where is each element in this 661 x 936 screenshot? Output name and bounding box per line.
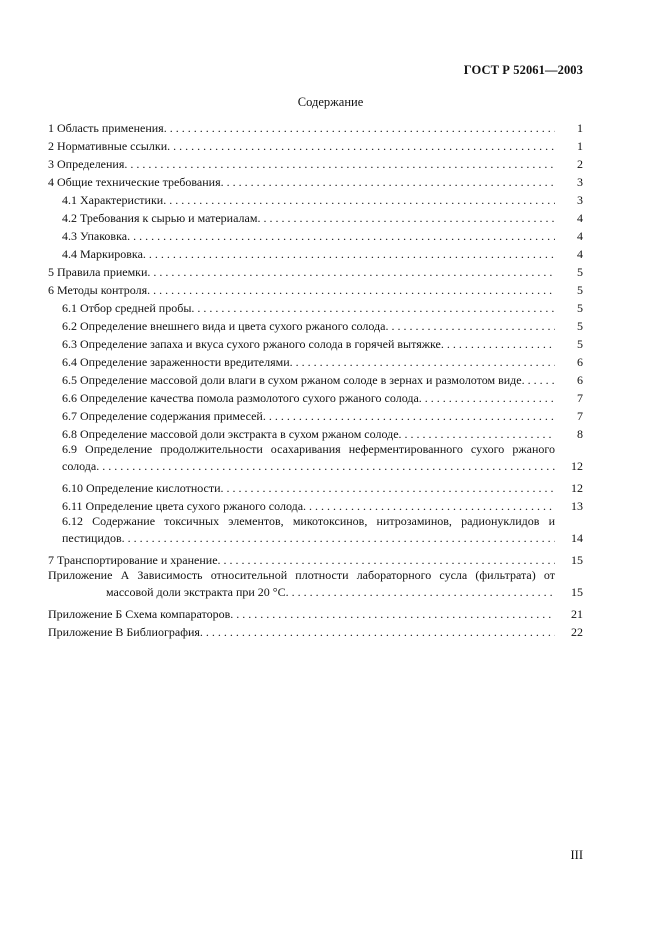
toc-entry-appendix-c[interactable] bbox=[48, 622, 583, 640]
toc-entry-6-12[interactable] bbox=[48, 514, 583, 550]
toc-entry-6-7[interactable] bbox=[48, 406, 583, 424]
toc-entry-page: 8 bbox=[577, 427, 583, 441]
toc-entry-page: 5 bbox=[577, 319, 583, 333]
toc-entry-text: 4.2 Требования к сырью и материалам bbox=[62, 211, 258, 225]
toc-entry-text: Приложение Б Схема компараторов bbox=[48, 607, 231, 621]
document-code: ГОСТ Р 52061—2003 bbox=[463, 63, 583, 77]
leader-dots bbox=[124, 157, 555, 172]
toc-entry-5[interactable] bbox=[48, 262, 583, 280]
page-number: III bbox=[570, 848, 583, 862]
leader-dots bbox=[263, 409, 555, 424]
toc-entry-text: 4 Общие технические требования bbox=[48, 175, 221, 189]
toc-entry-4-3[interactable] bbox=[48, 226, 583, 244]
toc-entry-4-2[interactable] bbox=[48, 208, 583, 226]
toc-entry-6-4[interactable] bbox=[48, 352, 583, 370]
leader-dots bbox=[221, 175, 555, 190]
toc-entry-text-line2: массовой доли экстракта при 20 °С bbox=[106, 585, 286, 599]
toc-entry-page: 5 bbox=[577, 265, 583, 279]
leader-dots bbox=[147, 265, 555, 280]
leader-dots bbox=[290, 355, 555, 370]
toc-entry-page: 15 bbox=[571, 585, 583, 599]
toc-entry-text: 1 Область применения bbox=[48, 121, 164, 135]
toc-entry-4-4[interactable] bbox=[48, 244, 583, 262]
toc-entry-page: 21 bbox=[571, 607, 583, 621]
leader-dots bbox=[399, 427, 555, 442]
toc-entry-6-1[interactable] bbox=[48, 298, 583, 316]
toc-entry-page: 15 bbox=[571, 553, 583, 567]
toc-entry-text: 3 Определения bbox=[48, 157, 125, 171]
toc-entry-page: 5 bbox=[577, 337, 583, 351]
toc-entry-text: 4.1 Характеристики bbox=[62, 193, 164, 207]
toc-entry-6-3[interactable] bbox=[48, 334, 583, 352]
toc-entry-text-line1: 6.12 Содержание токсичных элементов, микотоксинов, нитрозаминов, радионуклидов и bbox=[62, 514, 555, 528]
toc-entry-page: 4 bbox=[577, 211, 583, 225]
leader-dots bbox=[200, 625, 555, 640]
toc-entry-page: 7 bbox=[577, 409, 583, 423]
toc-entry-6-10[interactable] bbox=[48, 478, 583, 496]
leader-dots bbox=[147, 283, 555, 298]
leader-dots bbox=[257, 211, 555, 226]
leader-dots bbox=[218, 553, 555, 568]
leader-dots bbox=[96, 459, 555, 474]
toc-entry-3[interactable] bbox=[48, 154, 583, 172]
leader-dots bbox=[221, 481, 555, 496]
toc-entry-7[interactable] bbox=[48, 550, 583, 568]
toc-entry-6-2[interactable] bbox=[48, 316, 583, 334]
toc-entry-6[interactable] bbox=[48, 280, 583, 298]
toc-entry-page: 7 bbox=[577, 391, 583, 405]
leader-dots bbox=[122, 531, 555, 546]
toc-entry-page: 5 bbox=[577, 301, 583, 315]
leader-dots bbox=[419, 391, 555, 406]
toc-entry-text-line1: 6.9 Определение продолжительности осахаривания неферментированного сухого ржаного bbox=[62, 442, 555, 456]
toc-entry-text: 6.2 Определение внешнего вида и цвета сухого ржаного солода bbox=[62, 319, 386, 333]
toc-entry-page: 1 bbox=[577, 121, 583, 135]
toc-entry-page: 14 bbox=[571, 531, 583, 545]
toc-entry-text: 6.6 Определение качества помола размолотого сухого ржаного солода bbox=[62, 391, 419, 405]
toc-entry-text-line1: Приложение А Зависимость относительной плотности лабораторного сусла (фильтрата) от bbox=[48, 568, 555, 582]
toc-entry-page: 6 bbox=[577, 355, 583, 369]
toc-entry-page: 22 bbox=[571, 625, 583, 639]
toc-entry-text: 6.5 Определение массовой доли влаги в сухом ржаном солоде в зернах и размолотом виде bbox=[62, 373, 522, 387]
toc-entry-text: 6.1 Отбор средней пробы bbox=[62, 301, 192, 315]
toc-entry-text: 5 Правила приемки bbox=[48, 265, 148, 279]
toc-entry-appendix-b[interactable] bbox=[48, 604, 583, 622]
toc-entry-page: 13 bbox=[571, 499, 583, 513]
toc-entry-6-9[interactable] bbox=[48, 442, 583, 478]
toc-entry-text: 6.7 Определение содержания примесей bbox=[62, 409, 263, 423]
toc-entry-text: 7 Транспортирование и хранение bbox=[48, 553, 218, 567]
toc-entry-page: 3 bbox=[577, 193, 583, 207]
toc-entry-4[interactable] bbox=[48, 172, 583, 190]
toc-entry-text: 6.4 Определение зараженности вредителями bbox=[62, 355, 290, 369]
toc-entry-text: 6.8 Определение массовой доли экстракта в сухом ржаном солоде bbox=[62, 427, 399, 441]
toc-entry-page: 6 bbox=[577, 373, 583, 387]
toc-entry-6-11[interactable] bbox=[48, 496, 583, 514]
leader-dots bbox=[522, 373, 555, 388]
leader-dots bbox=[143, 247, 555, 262]
toc-entry-page: 5 bbox=[577, 283, 583, 297]
toc-entry-text-line2: солода bbox=[62, 459, 97, 473]
toc-entry-1[interactable] bbox=[48, 118, 583, 136]
toc-entry-appendix-a[interactable] bbox=[48, 568, 583, 604]
leader-dots bbox=[286, 585, 555, 600]
toc-entry-text: 6.3 Определение запаха и вкуса сухого ржаного солода в горячей вытяжке bbox=[62, 337, 441, 351]
toc-entry-page: 12 bbox=[571, 459, 583, 473]
table-of-contents bbox=[48, 118, 583, 640]
toc-title: Содержание bbox=[297, 95, 364, 109]
toc-entry-2[interactable] bbox=[48, 136, 583, 154]
toc-entry-page: 12 bbox=[571, 481, 583, 495]
toc-entry-text: 6 Методы контроля bbox=[48, 283, 148, 297]
leader-dots bbox=[385, 319, 555, 334]
toc-entry-6-8[interactable] bbox=[48, 424, 583, 442]
leader-dots bbox=[230, 607, 555, 622]
toc-entry-text: Приложение В Библиография bbox=[48, 625, 200, 639]
toc-entry-page: 2 bbox=[577, 157, 583, 171]
toc-entry-4-1[interactable] bbox=[48, 190, 583, 208]
toc-entry-page: 4 bbox=[577, 247, 583, 261]
leader-dots bbox=[127, 229, 555, 244]
toc-entry-text: 4.3 Упаковка bbox=[62, 229, 128, 243]
toc-entry-text: 6.10 Определение кислотности bbox=[62, 481, 221, 495]
toc-entry-text: 4.4 Маркировка bbox=[62, 247, 143, 261]
toc-entry-page: 1 bbox=[577, 139, 583, 153]
toc-entry-text-line2: пестицидов bbox=[62, 531, 122, 545]
leader-dots bbox=[167, 139, 555, 154]
toc-entry-6-6[interactable] bbox=[48, 388, 583, 406]
leader-dots bbox=[163, 193, 555, 208]
leader-dots bbox=[191, 301, 555, 316]
leader-dots bbox=[303, 499, 555, 514]
toc-entry-page: 3 bbox=[577, 175, 583, 189]
leader-dots bbox=[164, 121, 555, 136]
toc-entry-text: 2 Нормативные ссылки bbox=[48, 139, 168, 153]
toc-entry-page: 4 bbox=[577, 229, 583, 243]
toc-entry-text: 6.11 Определение цвета сухого ржаного солода bbox=[62, 499, 304, 513]
toc-entry-6-5[interactable] bbox=[48, 370, 583, 388]
leader-dots bbox=[441, 337, 555, 352]
